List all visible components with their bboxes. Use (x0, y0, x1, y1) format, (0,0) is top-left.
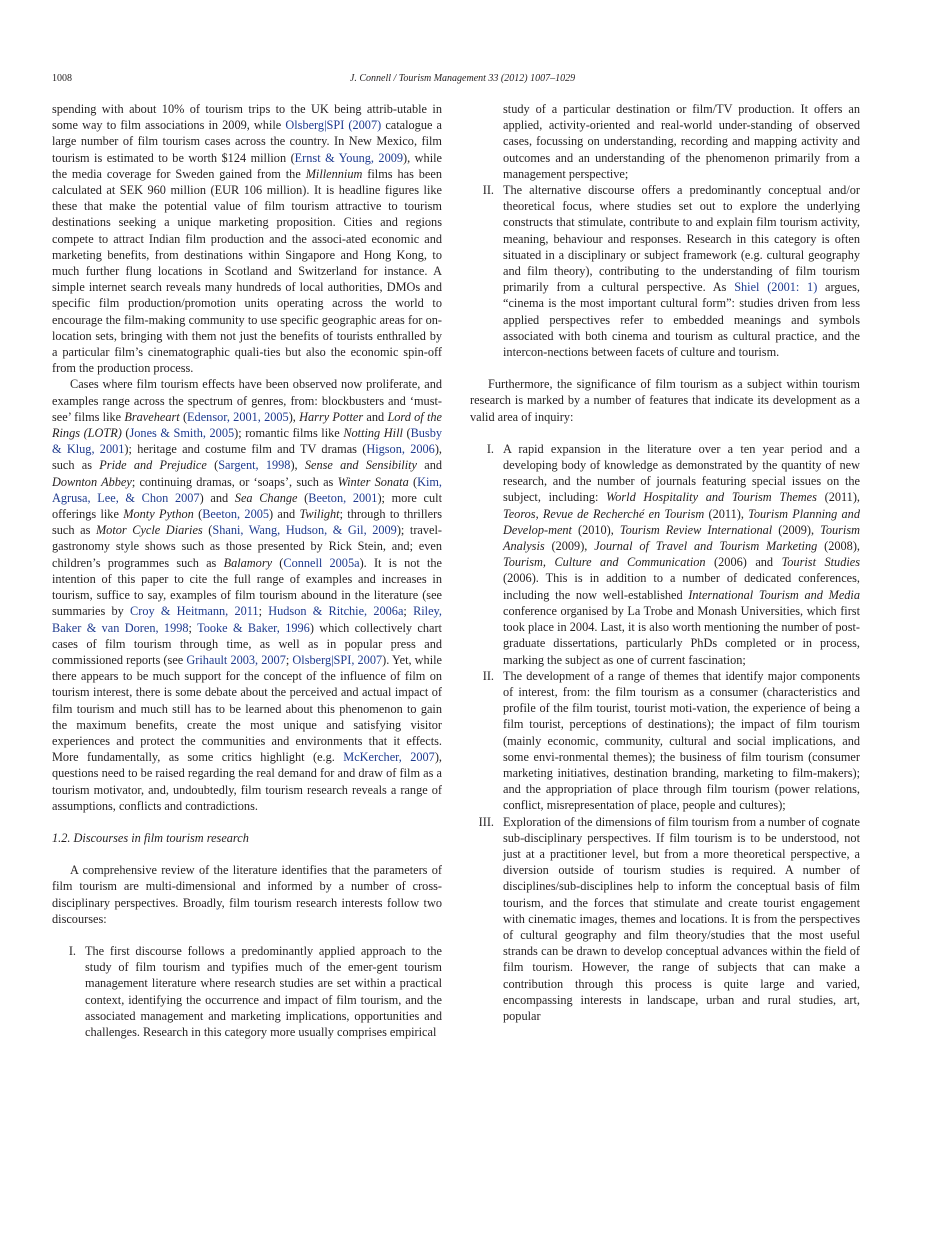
list-item (470, 182, 860, 360)
text-run: catalogue a large number of film tourism cases across the country. In New Mexico, film tourism is estimated to be worth $124 million ( (52, 118, 442, 165)
italic-title: Harry Potter (299, 409, 364, 424)
text-run: ; (285, 652, 293, 667)
italic-title: Tourism, Culture and Communication (503, 555, 706, 570)
text-run: and (417, 458, 443, 473)
text-run: ( (408, 474, 418, 489)
text-run: (2010), (571, 522, 620, 537)
citation-link[interactable]: Croy & Heitmann, 2011 (130, 604, 259, 619)
list-item-number: II. (482, 183, 494, 198)
citation-link[interactable]: Sargent, 1998 (218, 458, 291, 473)
list-item (52, 943, 442, 1040)
text-run: ( (121, 426, 130, 441)
text-run: (2008), (817, 539, 860, 554)
text-run: A rapid expansion in the literature over a ten year period and a developing body of knowledge as demonstrated by the quantity of new research, and the number of journals featuring special issues on the subject, including: (503, 441, 860, 505)
text-run: (2009), (544, 539, 595, 554)
text-run: ); romantic films like (234, 426, 344, 441)
text-run: ( (202, 523, 213, 538)
citation-link[interactable]: Shani, Wang, Hudson, & Gil, 2009 (212, 523, 397, 538)
text-run: and (363, 409, 388, 424)
text-run: ). It is not the intention of this paper to cite the full range of examples and increases in tourism, suffice to say, examples of film tourism abound in the literature (see summaries by (52, 555, 443, 619)
list-item (470, 814, 860, 1025)
citation-link[interactable]: McKercher, 2007 (343, 750, 435, 765)
text-run: spending with about 10% of tourism trips to the UK being attrib-utable in some way to film associations in 2009, while (52, 102, 442, 133)
italic-title: Sense and Sensibility (304, 458, 418, 473)
italic-title: Notting Hill (343, 426, 403, 441)
italic-title: Lord of the Rings (LOTR) (52, 409, 442, 441)
text-run: (2006). This is in addition to a number of dedicated conferences, including the now well-established (503, 571, 860, 602)
text-run: argues, “cinema is the most important cultural form”: studies driven from less applied perspectives refer to embedded meanings and symbols associated with both cinema and tourism as cultural practice, and the intercon-nections between facets of culture and tourism. (503, 280, 860, 360)
body-paragraph (52, 101, 442, 376)
italic-title: Winter Sonata (337, 474, 409, 489)
italic-title: Downton Abbey (52, 474, 132, 489)
text-run: ( (206, 458, 219, 473)
text-run: (2009), (772, 522, 821, 537)
citation-link[interactable]: Beeton, 2001 (308, 490, 378, 505)
text-run: study of a particular destination or film/TV production. It offers an applied, activity-oriented and real-world under-standing of observed cases, focussing on understanding, recording and mapping activity and outcomes and an understanding of the phenomenon primarily from a management perspective; (503, 102, 860, 181)
citation-link[interactable]: Grihault 2003, 2007 (186, 652, 286, 667)
citation-link[interactable]: Olsberg|SPI, 2007 (292, 652, 383, 667)
italic-title: World Hospitality and Tourism Themes (606, 490, 817, 505)
list-item (470, 441, 860, 668)
text-run: ), questions need to be raised regarding the real demand for and draw of film as a tourism motivator, and, undoubtedly, film tourism research reveals a range of assumptions, conflicts and contradictions. (52, 750, 442, 813)
text-run: ( (297, 490, 309, 505)
text-run: (2011), (816, 490, 861, 505)
text-run: ( (272, 555, 284, 570)
left-column (52, 101, 442, 1040)
text-run: ; continuing dramas, or ‘soaps’, such as (131, 474, 338, 489)
text-run: ), (288, 409, 300, 424)
list-item-number: II. (482, 668, 494, 683)
text-run: Exploration of the dimensions of film tourism from a number of cognate sub-disciplinary perspectives. If film tourism is to be understood, not just at a practitioner level, but from a more theoretical perspective, a diversion outside of tourism studies is required. A number of disciplines/sub-disciplines help to inform the conceptual basis of film tourism, and the forces that stimulate and create tourist engagement with cinematic images, themes and locations. It is from the perspectives of cultural geography and film theory/studies that the most useful strands can be drawn to develop conceptual advances within the field of film tourism. However, the range of subjects that can make a contribution through this process is quite large and varied, encompassing interests in landscape, urban and rural studies, art, popular (503, 814, 860, 1023)
list-item-continuation (470, 101, 860, 182)
text-run: ) and (269, 507, 300, 522)
numbered-list (470, 182, 860, 360)
text-run: ; through to thrillers such as (52, 507, 442, 538)
text-run: ) and (199, 490, 235, 505)
text-run: Cases where film tourism effects have been observed now proliferate, and examples range across the spectrum of genres, from: blockbusters and ‘must-see’ films like (52, 377, 442, 424)
citation-link[interactable]: Kim, Agrusa, Lee, & Chon 2007 (52, 474, 442, 505)
citation-link[interactable]: Busby & Klug, 2001 (52, 426, 442, 457)
right-column (470, 101, 860, 1024)
list-item (470, 668, 860, 814)
body-paragraph (52, 376, 442, 813)
italic-title: Journal of Travel and Tourism Marketing (594, 539, 818, 554)
text-run: ); more cult offerings like (52, 490, 442, 522)
text-run: ) which collectively chart cases of film tourism through time, as well as in popular press and commissioned reports (see (52, 620, 442, 667)
body-paragraph (470, 376, 860, 425)
text-run: ), while the media coverage for Sweden gained from the (52, 150, 442, 181)
citation-link[interactable]: Ernst & Young, 2009 (294, 150, 404, 165)
text-run: conference organised by La Trobe and Monash Universities, which first took place in 2004. Last, it is also worth mentioning the number of post-graduate dissertations, particularly PhDs completed or in process, marking the subject as one of current fascination; (503, 603, 860, 667)
list-item-number: III. (478, 814, 494, 829)
citation-link[interactable]: Connell 2005a (283, 555, 360, 570)
text-run: The development of a range of themes that identify major components of interest, from: the film tourism as a consumer (characteristics and profile of the film tourist, tourist moti-vation, the experience of being a film tourist, perceptions of destinations); the impact of film tourism (mainly economic, community, cultural and social implications, and some envi-ronmental themes); the business of film tourism (consumer marketing initiatives, destination branding, marketing to film-makers); and the appropriation of place through film tourism (power relations, conflict, misrepresentation of place, people and cultures); (503, 668, 860, 813)
text-run: (2011), (704, 506, 749, 521)
text-run: Furthermore, the significance of film tourism as a subject within tourism research is marked by a number of features that indicate its development as a valid area of inquiry: (470, 377, 860, 424)
citation-link[interactable]: Edensor, 2001, 2005 (187, 409, 289, 424)
italic-title: Tourist Studies (781, 555, 861, 570)
citation-link[interactable]: Riley, Baker & van Doren, 1998 (52, 604, 442, 635)
text-run: The alternative discourse offers a predominantly conceptual and/or theoretical focus, where studies set out to explore the underlying constructs that stimulate, contribute to and explain film tourism activity, meaning, behaviour and responses. Research in this category is often situated in a disciplinary or subject framework (e.g. cultural geography and film theory), contributing to the understanding of film tourism primarily from a cultural perspective. As (503, 183, 860, 295)
text-run: ( (179, 409, 188, 424)
italic-title: Monty Python (123, 507, 194, 522)
italic-title: Tourism Analysis (503, 522, 861, 554)
body-paragraph (52, 862, 442, 927)
citation-link[interactable]: Higson, 2006 (366, 442, 435, 457)
italic-title: Tourism Review International (619, 522, 773, 537)
citation-link[interactable]: Jones & Smith, 2005 (129, 426, 235, 441)
citation-link[interactable]: Hudson & Ritchie, 2006a (268, 604, 404, 619)
italic-title: International Tourism and Media (688, 587, 860, 602)
text-run: ); heritage and costume film and TV dramas ( (124, 442, 367, 457)
journal-running-header: J. Connell / Tourism Management 33 (2012) 1007–1029 (349, 73, 576, 84)
numbered-list (470, 441, 860, 1024)
italic-title: Millennium (305, 166, 363, 181)
page-number: 1008 (52, 73, 72, 84)
numbered-list (52, 943, 442, 1040)
italic-title: Motor Cycle Diaries (95, 523, 203, 538)
italic-title: Sea Change (234, 490, 298, 505)
text-run: ). Yet, while there appears to be much support for the concept of the influence of film on tourism interest, there is some debate about the perceived and actual impact of film tourism and much still has to be learned about this phenomenon to gain the maximum benefits, create the most unique and satisfying visitor experiences and protect the communities and environments that it effects. More fundamentally, as some critics highlight (e.g. (52, 652, 442, 765)
text-run: ( (402, 426, 411, 441)
text-run: films has been calculated at SEK 960 million (EUR 106 million). It is headline figures like these that make the potential value of film tourism attractive to tourism destinations seeking a unique marketing proposition. Cities and regions compete to attract Indian film production and the associ-ated economic and marketing benefits, from destinations within Singapore and Hong Kong, to much further flung locations in Scotland and Switzerland for instance. A simple internet search reveals many hundreds of local authorities, DMOs and specific film production/promotion units operating across the world to encourage the film-making community to use specific geographic areas for on-location sets, bringing with them not just the benefits of tourists enthralled by a particular film’s cinematographic quali-ties but also the economic spin-off from the production process. (52, 166, 442, 376)
list-item-number: I. (68, 943, 76, 958)
text-run: (2006) and (705, 555, 782, 570)
text-run: A comprehensive review of the literature identifies that the parameters of film tourism are multi-dimensional and informed by a number of cross-disciplinary perspectives. Broadly, film tourism research interests follow two discourses: (52, 863, 442, 926)
text-run: ; (188, 620, 198, 635)
citation-link[interactable]: Tooke & Baker, 1996 (197, 620, 310, 635)
italic-title: Teoros, Revue de Recherché en Tourism (503, 506, 705, 521)
list-item-number: I. (486, 441, 494, 456)
citation-link[interactable]: Olsberg|SPI (2007) (285, 118, 382, 133)
italic-title: Braveheart (124, 409, 180, 424)
section-heading: 1.2. Discourses in film tourism research (52, 830, 249, 845)
text-run: ), (290, 458, 305, 473)
citation-link[interactable]: Beeton, 2005 (202, 507, 270, 522)
text-run: ); travel-gastronomy style shows such as those presented by Rick Stein, and; even children’s programmes such as (52, 523, 442, 570)
citation-link[interactable]: Shiel (2001: 1) (734, 280, 818, 295)
italic-title: Balamory (223, 555, 273, 570)
text-run: The first discourse follows a predominantly applied approach to the study of film tourism and typifies much of the emer-gent tourism management literature where research studies are set within a practical context, identifying the occurrence and impact of film tourism, and the associated management and marketing implications, opportunities and challenges. Research in this category more usually comprises empirical (85, 943, 442, 1039)
text-run: ( (193, 507, 203, 522)
text-run: ; (258, 604, 269, 619)
italic-title: Tourism Planning and Develop-ment (503, 506, 860, 537)
text-run: ; (403, 604, 414, 619)
italic-title: Twilight (299, 507, 340, 522)
text-run: ), such as (52, 442, 442, 473)
italic-title: Pride and Prejudice (99, 458, 207, 473)
